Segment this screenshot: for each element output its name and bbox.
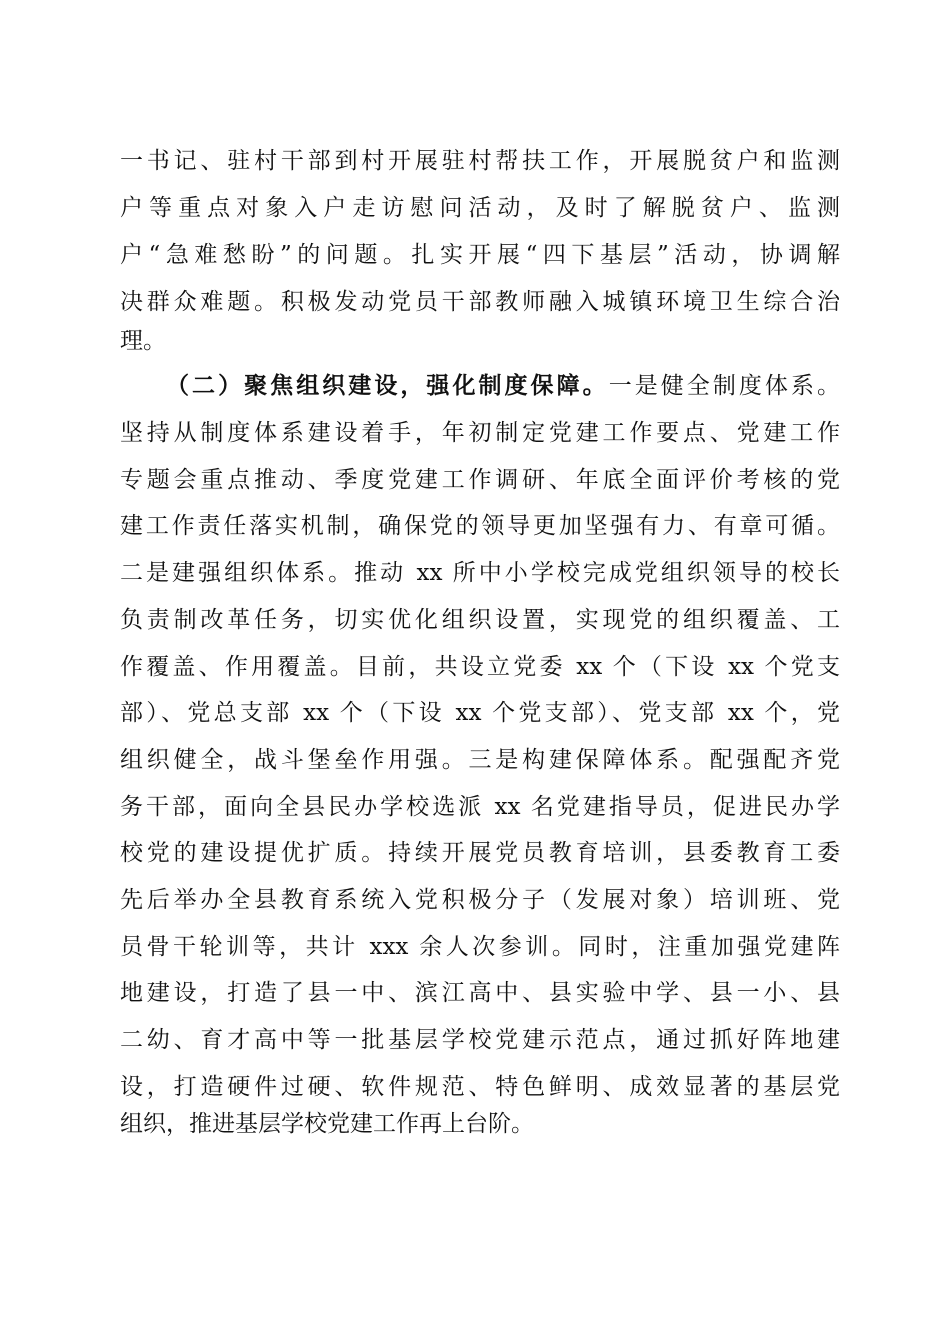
text-line: 地建设，打造了县一中、滨江高中、县实验中学、县一小、县 — [120, 980, 840, 1006]
text-line: 校党的建设提优扩质。持续开展党员教育培训，县委教育工委 — [120, 840, 840, 866]
text-line: 先后举办全县教育系统入党积极分子（发展对象）培训班、党 — [120, 887, 840, 913]
section-heading: （二）聚焦组织建设，强化制度保障。 — [166, 372, 609, 399]
text-line: 建工作责任落实机制，确保党的领导更加坚强有力、有章可循。 — [120, 513, 840, 539]
text-line: 部）、党总支部 xx 个（下设 xx 个党支部）、党支部 xx 个，党 — [120, 700, 840, 726]
text-line: 组织，推进基层学校党建工作再上台阶。 — [120, 1111, 534, 1137]
text-line: 户“急难愁盼”的问题。扎实开展“四下基层”活动，协调解 — [120, 242, 840, 268]
text-line: 理。 — [120, 328, 166, 354]
text-line: 设，打造硬件过硬、软件规范、特色鲜明、成效显著的基层党 — [120, 1074, 840, 1100]
text-line: 员骨干轮训等，共计 xxx 余人次参训。同时，注重加强党建阵 — [120, 934, 840, 960]
section-heading-line — [166, 365, 840, 407]
text-line: 组织健全，战斗堡垒作用强。三是构建保障体系。配强配齐党 — [120, 747, 840, 773]
text-line: 专题会重点推动、季度党建工作调研、年底全面评价考核的党 — [120, 467, 840, 493]
text-line: 二是建强组织体系。推动 xx 所中小学校完成党组织领导的校长 — [120, 560, 840, 586]
text-line: 户等重点对象入户走访慰问活动，及时了解脱贫户、监测 — [120, 195, 840, 221]
text-line: 务干部，面向全县民办学校选派 xx 名党建指导员，促进民办学 — [120, 794, 840, 820]
text-line: 决群众难题。积极发动党员干部教师融入城镇环境卫生综合治 — [120, 289, 840, 315]
section-heading-rest: 一是健全制度体系。 — [608, 373, 841, 399]
text-line: 二幼、育才高中等一批基层学校党建示范点，通过抓好阵地建 — [120, 1027, 840, 1053]
text-line: 负责制改革任务，切实优化组织设置，实现党的组织覆盖、工 — [120, 607, 840, 633]
text-line: 一书记、驻村干部到村开展驻村帮扶工作，开展脱贫户和监测 — [120, 148, 840, 174]
text-line: 作覆盖、作用覆盖。目前，共设立党委 xx 个（下设 xx 个党支 — [120, 654, 840, 680]
text-line: 坚持从制度体系建设着手，年初制定党建工作要点、党建工作 — [120, 420, 840, 446]
